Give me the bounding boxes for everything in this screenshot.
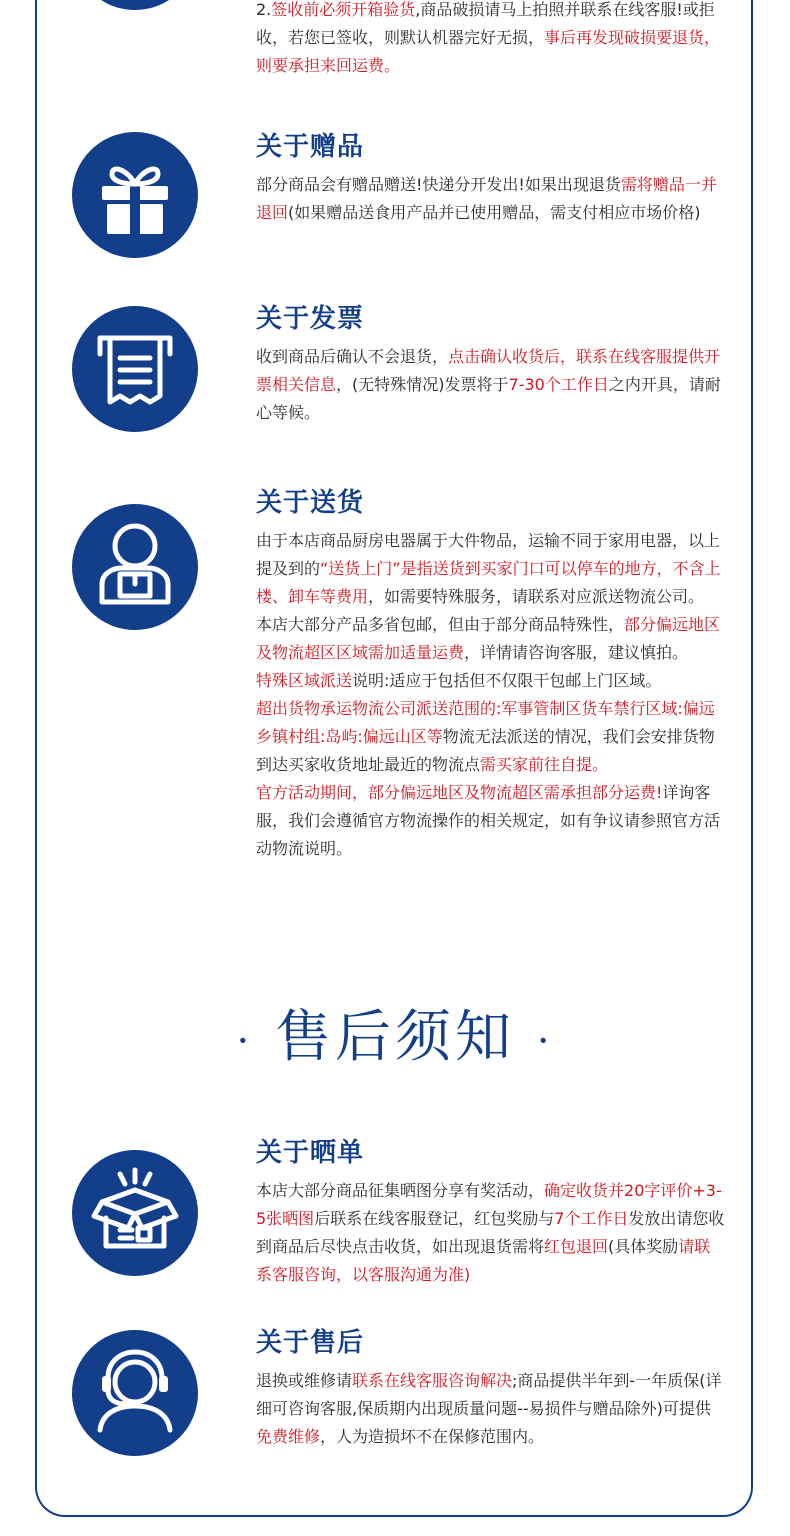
section-title: 关于送货 — [256, 488, 365, 518]
text-run: 物流无法派送的情况，我们会安排货物到达买家收货地址最近的物流点 — [256, 727, 715, 774]
section-text — [256, 527, 726, 611]
section-text — [256, 1367, 726, 1451]
text-run: ;商品提供半年到-一年质保(详细可咨询客服,保质期内出现质量问题--易损件与赠品除外)可提供 — [256, 1371, 722, 1418]
heading-dot-right: · — [536, 1018, 554, 1065]
text-run-highlight: 官方活动期间，部分偏远地区及物流超区需承担部分运费! — [256, 783, 663, 802]
section-invoice — [256, 304, 726, 427]
text-run: 退换或维修请 — [256, 1371, 353, 1390]
text-run: 2. — [256, 0, 272, 19]
text-run: 收到商品后确认不会退货， — [256, 347, 449, 366]
heading-text: 售后须知 — [275, 1005, 515, 1070]
section-title: 关于发票 — [256, 304, 365, 334]
section-text — [256, 1177, 726, 1289]
after-sales-heading — [0, 998, 790, 1078]
text-run-highlight: 红包退回 — [544, 1237, 609, 1256]
text-run: 由于本店商品厨房电器属于大件物品，运输不同于家用电器，以上提及到的 — [256, 531, 721, 578]
text-run-highlight: 确定收货并20字评价+3-5张晒图 — [256, 1181, 722, 1228]
section-title: 关于售后 — [256, 1328, 365, 1358]
text-run: ,商品破损请马上拍照并联系在线客服!或拒收，若您已签收，则默认机器完好无损， — [256, 0, 715, 47]
text-run: 本店大部分商品征集晒图分享有奖活动， — [256, 1181, 545, 1200]
text-run-highlight: 7-30个工作日 — [508, 375, 609, 394]
text-run: 部分商品会有赠品赠送!快递分开发出!如果出现退货 — [256, 175, 621, 194]
text-run: (具体奖励 — [608, 1237, 679, 1256]
text-run-highlight: 免费维修 — [256, 1427, 321, 1446]
text-run-highlight: 7个工作日 — [554, 1209, 629, 1228]
text-run: 说明:适应于包括但不仅限干包邮上门区域。 — [352, 671, 662, 690]
top-fragment-block — [256, 0, 726, 80]
section-review — [256, 1138, 726, 1289]
text-run-highlight: “送货上门”是指送货到买家门口可以停车的地方，不含上楼、卸车等费用 — [256, 559, 721, 606]
receipt-icon — [72, 306, 198, 432]
text-run-highlight: 请联系客服咨询，以客服沟通为准) — [256, 1237, 711, 1284]
section-title: 关于晒单 — [256, 1138, 365, 1168]
delivery-person-icon — [72, 504, 198, 630]
text-run-highlight: 点击确认收货后，联系在线客服提供开票相关信息 — [256, 347, 721, 394]
text-run: ，如需要特殊服务，请联系对应派送物流公司。 — [368, 587, 705, 606]
text-run: ，(无特殊情况)发票将于 — [336, 375, 509, 394]
text-run: 发放出请您收到商品后尽快点击收货，如出现退货需将 — [256, 1209, 725, 1256]
headset-agent-icon — [72, 1330, 198, 1456]
section-aftersale — [256, 1328, 726, 1451]
text-run-highlight: 部分偏远地区及物流超区区域需加适量运费 — [256, 615, 721, 662]
text-run: 后联系在线客服登记，红包奖励与 — [314, 1209, 555, 1228]
text-run: ，详情请咨询客服，建议慎拍。 — [464, 643, 689, 662]
text-run: 之内开具，请耐心等候。 — [256, 375, 721, 422]
section-delivery — [256, 488, 726, 863]
text-run-highlight: 事后再发现破损要退货，则要承担来回运费。 — [256, 28, 721, 75]
section-text — [256, 695, 726, 779]
open-box-icon — [72, 1150, 198, 1276]
gift-icon — [72, 132, 198, 258]
section-text — [256, 611, 726, 667]
text-run-highlight: 签收前必须开箱验货 — [271, 0, 416, 19]
section-gift — [256, 132, 726, 227]
section-text — [256, 171, 726, 227]
section-text — [256, 779, 726, 863]
text-run-highlight: 特殊区域派送 — [256, 671, 353, 690]
text-run-highlight: 超出货物承运物流公司派送范围的:军事管制区货车禁行区域:偏远乡镇村组:岛屿:偏远山区等 — [256, 699, 715, 746]
section-text — [256, 343, 726, 427]
heading-dot-left: · — [236, 1018, 254, 1065]
text-run: 本店大部分产品多省包邮，但由于部分商品特殊性， — [256, 615, 625, 634]
text-run: ，人为造损坏不在保修范围内。 — [320, 1427, 545, 1446]
section-text — [256, 667, 726, 695]
text-run-highlight: 需买家前往自提。 — [480, 755, 609, 774]
text-run: 详询客服，我们会遵循官方物流操作的相关规定，如有争议请参照官方活动物流说明。 — [256, 783, 721, 858]
top-fragment-text — [256, 0, 726, 80]
section-title: 关于赠品 — [256, 132, 365, 162]
text-run-highlight: 联系在线客服咨询解决 — [352, 1371, 513, 1390]
text-run: (如果赠品送食用产品并已使用赠品，需支付相应市场价格) — [288, 203, 701, 222]
text-run-highlight: 需将赠品一并退回 — [256, 175, 717, 222]
